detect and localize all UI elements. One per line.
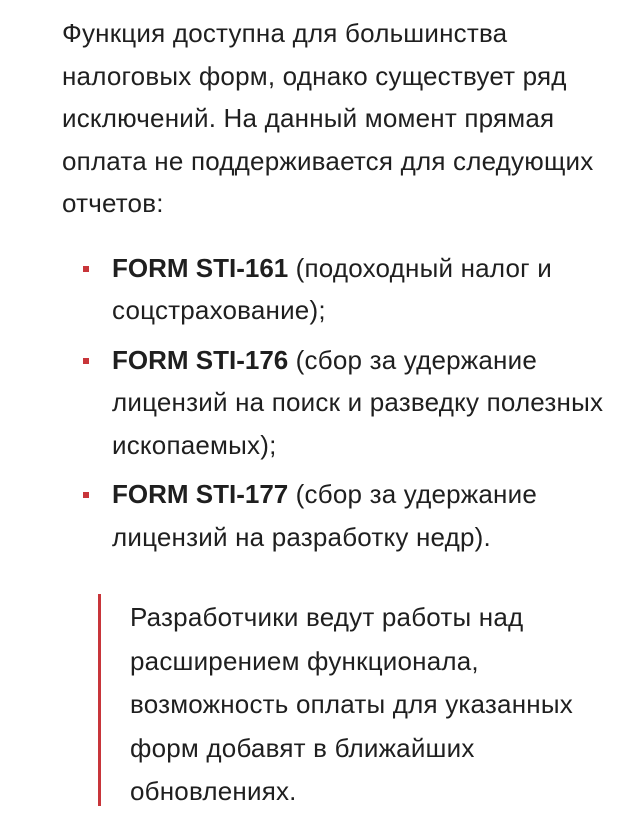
article-body xyxy=(62,12,622,565)
bullet-square-icon xyxy=(83,266,89,272)
list-item xyxy=(62,247,622,332)
bullet-square-icon xyxy=(83,492,89,498)
note-blockquote xyxy=(98,594,638,806)
exceptions-list xyxy=(62,247,622,559)
list-item xyxy=(62,473,622,558)
bullet-square-icon xyxy=(83,358,89,364)
form-description: (сбор за удержание лицензий на разработку недр). xyxy=(112,479,537,552)
form-name: FORM STI-177 xyxy=(112,479,289,509)
form-name: FORM STI-176 xyxy=(112,344,289,375)
intro-paragraph: Функция доступна для большинства налоговых форм, однако существует ряд исключений. На данный момент прямая оплата не поддерживается для следующих отчетов: xyxy=(62,18,594,218)
form-description: (подоходный налог и соцстрахование); xyxy=(112,252,552,325)
quote-text: Разработчики ведут работы над расширением функционала, возможность оплаты для указанных форм добавят в ближайших обновлениях. xyxy=(130,602,573,806)
list-item xyxy=(62,339,622,467)
form-description: (сбор за удержание лицензий на поиск и разведку полезных ископаемых); xyxy=(112,344,604,460)
form-name: FORM STI-161 xyxy=(112,252,289,283)
